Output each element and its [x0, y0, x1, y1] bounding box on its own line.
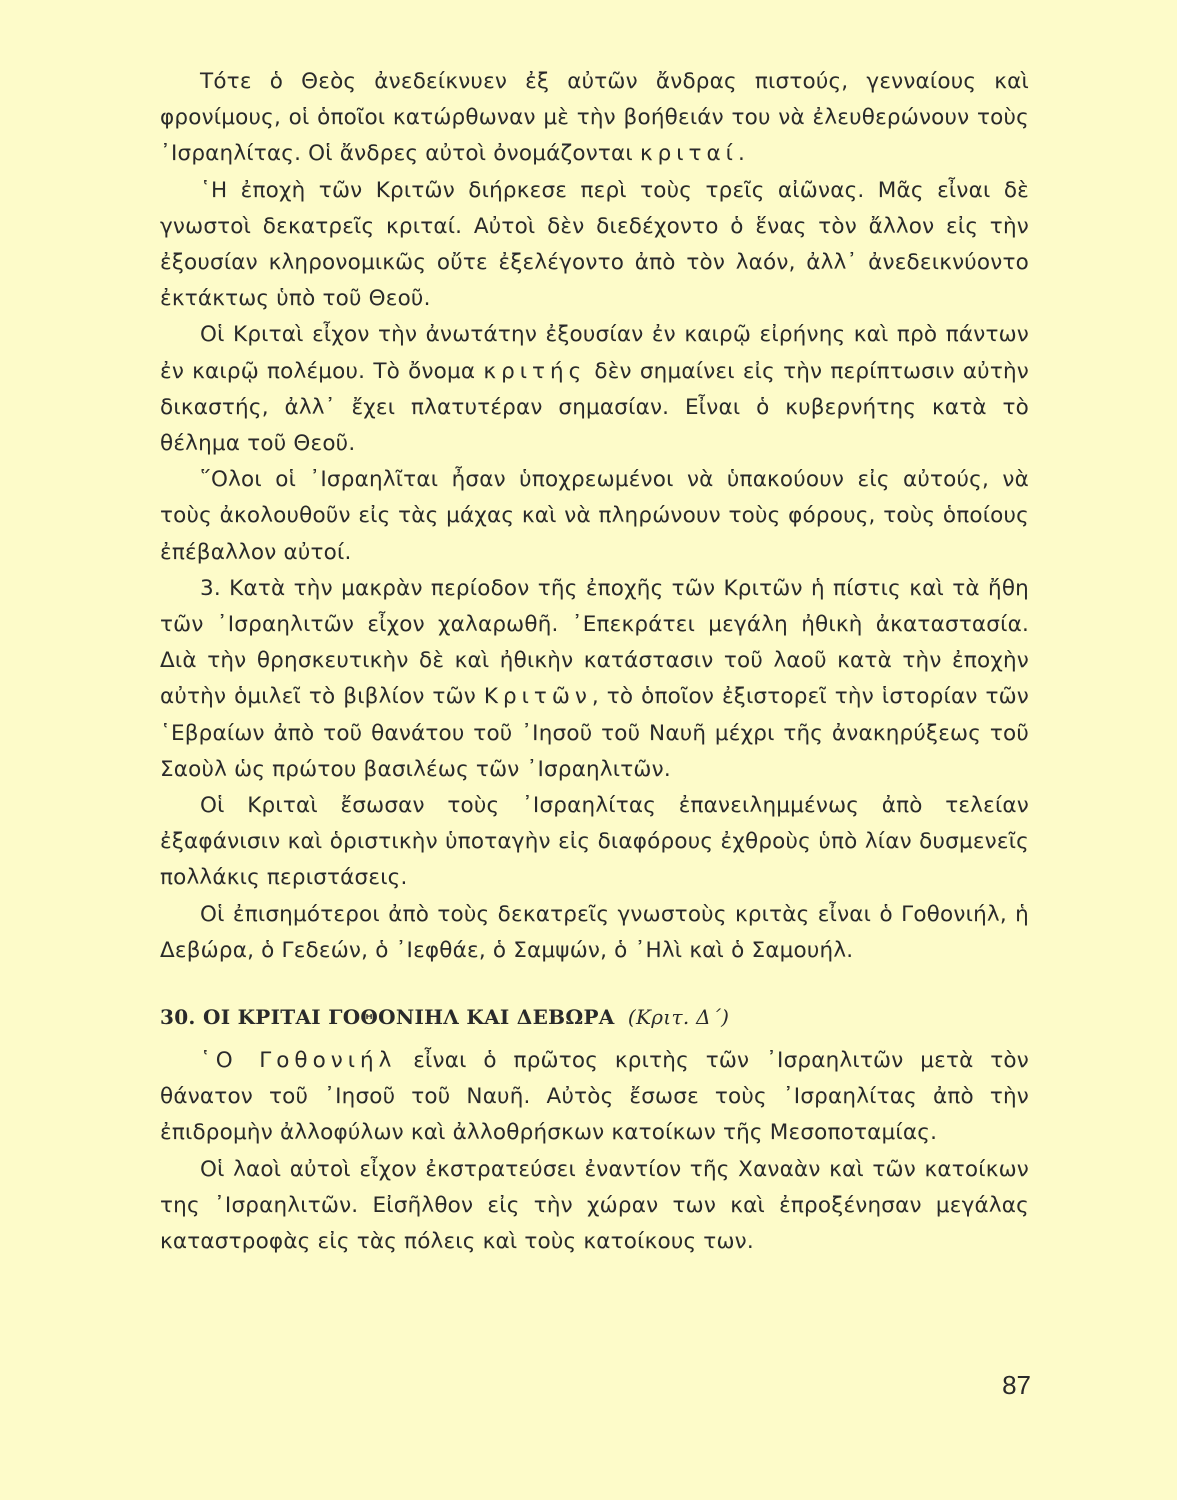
scripture-reference: (Κριτ. Δ΄)	[627, 1005, 730, 1030]
emphasized-term: κριτής	[483, 358, 587, 384]
paragraph-gothoniel: ῾Ο Γοθονιήλ εἶναι ὁ πρῶτος κριτὴς τῶν ᾿Ισραηλιτῶν μετὰ τὸν θάνατον τοῦ ᾿Ιησοῦ τοῦ Ναυῆ. Αὐτὸς ἔσωσε τοὺς ᾿Ισραηλίτας ἀπὸ τὴν ἐπιδρομὴν ἀλλοφύλων καὶ ἀλλοθρήσκων κατοίκων τῆς Μεσοποταμίας.	[160, 1048, 1029, 1146]
paragraph-judges-intro: Τότε ὁ Θεὸς ἀνεδείκνυεν ἐξ αὐτῶν ἄνδρας πιστούς, γενναίους καὶ φρονίμους, οἱ ὁποῖοι κατώρθωναν μὲ τὴν βοήθειάν του νὰ ἐλευθερώνουν τοὺς ᾿Ισραηλίτας. Οἱ ἄνδρες αὐτοὶ ὀνομάζονται κριταί.	[160, 69, 1029, 167]
page-number: 87	[1002, 1370, 1031, 1400]
section-title: ΟΙ ΚΡΙΤΑΙ ΓΟΘΟΝΙΗΛ ΚΑΙ ΔΕΒΩΡΑ	[202, 1005, 615, 1030]
emphasized-term: ῾Ο Γοθονιήλ	[200, 1048, 397, 1074]
emphasized-term: κριταί	[639, 141, 738, 167]
paragraph-judges-authority: Οἱ Κριταὶ εἶχον τὴν ἀνωτάτην ἐξουσίαν ἐν καιρῷ εἰρήνης καὶ πρὸ πάντων ἐν καιρῷ πολέμου. Τὸ ὄνομα κριτής δὲν σημαίνει εἰς τὴν περίπτωσιν αὐτὴν δικαστής, ἀλλ᾿ ἔχει πλατυτέραν σημασίαν. Εἶναι ὁ κυβερνήτης κατὰ τὸ θέλημα τοῦ Θεοῦ.	[160, 322, 1029, 457]
paragraph-judges-saved: Οἱ Κριταὶ ἔσωσαν τοὺς ᾿Ισραηλίτας ἐπανειλημμένως ἀπὸ τελείαν ἐξαφάνισιν καὶ ὁριστικὴν ὑποταγὴν εἰς διαφόρους ἐχθροὺς ὑπὸ λίαν δυσμενεῖς πολλάκις περιστάσεις.	[160, 793, 1029, 891]
paragraph-moral-decline: 3. Κατὰ τὴν μακρὰν περίοδον τῆς ἐποχῆς τῶν Κριτῶν ἡ πίστις καὶ τὰ ἤθη τῶν ᾿Ισραηλιτῶν εἶχον χαλαρωθῆ. ᾿Επεκράτει μεγάλη ἠθικὴ ἀκαταστασία. Διὰ τὴν θρησκευτικὴν δὲ καὶ ἠθικὴν κατάστασιν τοῦ λαοῦ κατὰ τὴν ἐποχὴν αὐτὴν ὁμιλεῖ τὸ βιβλίον τῶν Κριτῶν, τὸ ὁποῖον ἐξιστορεῖ τὴν ἱστορίαν τῶν ῾Εβραίων ἀπὸ τοῦ θανάτου τοῦ ᾿Ιησοῦ τοῦ Ναυῆ μέχρι τῆς ἀνακηρύξεως τοῦ Σαοὺλ ὡς πρώτου βασιλέως τῶν ᾿Ισραηλιτῶν.	[160, 575, 1029, 782]
paragraph-notable-judges: Οἱ ἐπισημότεροι ἀπὸ τοὺς δεκατρεῖς γνωστοὺς κριτὰς εἶναι ὁ Γοθονιήλ, ἡ Δεβώρα, ὁ Γεδεών, ὁ ᾿Ιεφθάε, ὁ Σαμψών, ὁ ᾿Ηλὶ καὶ ὁ Σαμουήλ.	[160, 901, 1029, 963]
paragraph-israelites-obligations: ῞Ολοι οἱ ᾿Ισραηλῖται ἦσαν ὑποχρεωμένοι νὰ ὑπακούουν εἰς αὐτούς, νὰ τοὺς ἀκολουθοῦν εἰς τὰς μάχας καὶ νὰ πληρώνουν τοὺς φόρους, τοὺς ὁποίους ἐπέβαλλον αὐτοί.	[160, 467, 1029, 565]
emphasized-term: Κριτῶν	[483, 684, 592, 710]
section-heading	[160, 1005, 1029, 1029]
paragraph-judges-era: ῾Η ἐποχὴ τῶν Κριτῶν διήρκεσε περὶ τοὺς τρεῖς αἰῶνας. Μᾶς εἶναι δὲ γνωστοὶ δεκατρεῖς κριταί. Αὐτοὶ δὲν διεδέχοντο ὁ ἕνας τὸν ἄλλον εἰς τὴν ἐξουσίαν κληρονομικῶς οὔτε ἐξελέγοντο ἀπὸ τὸν λαόν, ἀλλ᾿ ἀνεδεικνύοντο ἐκτάκτως ὑπὸ τοῦ Θεοῦ.	[160, 177, 1029, 312]
paragraph-invasion: Οἱ λαοὶ αὐτοὶ εἶχον ἐκστρατεύσει ἐναντίον τῆς Χαναὰν καὶ τῶν κατοίκων της ᾿Ισραηλιτῶν. Εἰσῆλθον εἰς τὴν χώραν των καὶ ἐπροξένησαν μεγάλας καταστροφὰς εἰς τὰς πόλεις καὶ τοὺς κατοίκους των.	[160, 1156, 1029, 1255]
section-number: 30.	[160, 1005, 196, 1030]
